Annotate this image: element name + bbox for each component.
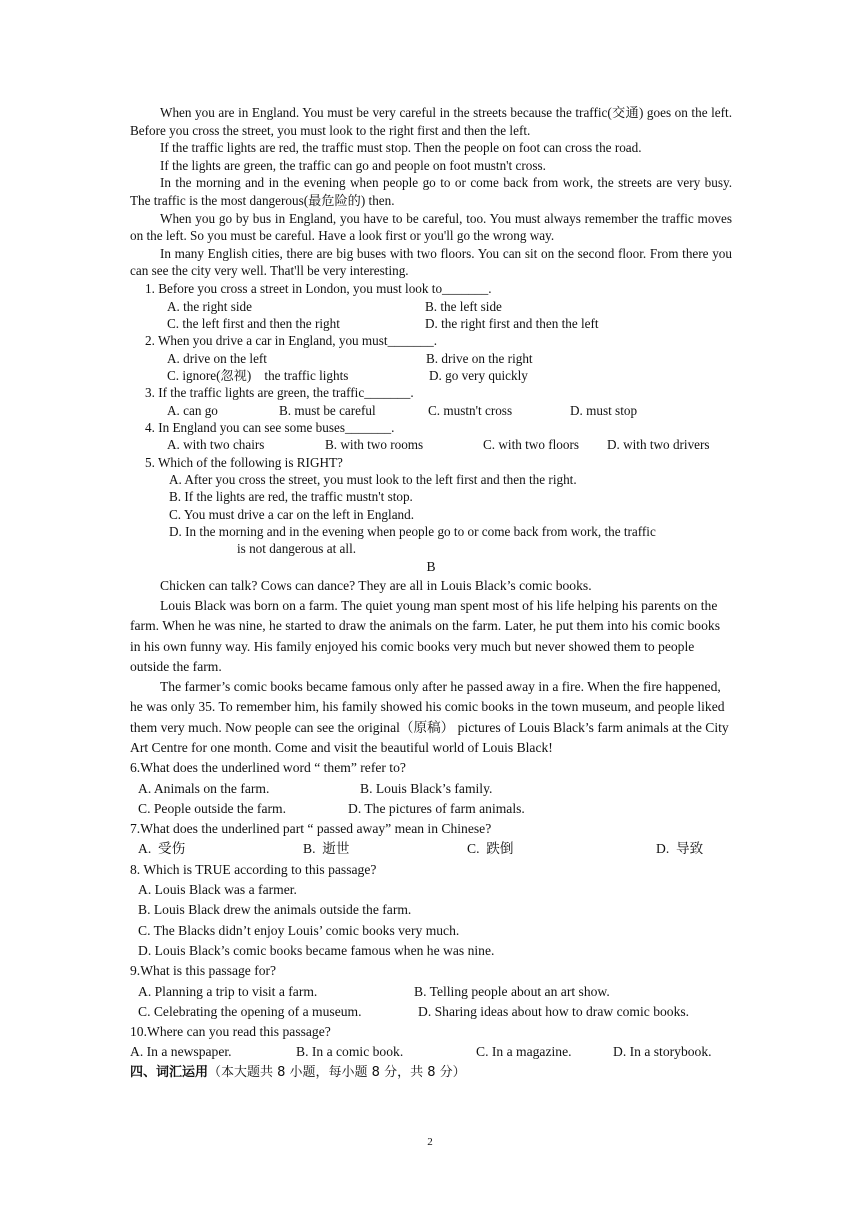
options-row xyxy=(130,315,732,332)
option-b: B. Telling people about an art show. xyxy=(414,983,610,999)
option-a: A. Planning a trip to visit a farm. xyxy=(138,983,318,999)
passage-paragraph: When you are in England. You must be very careful in the streets because the traffic(交通) goes on the left. Before you cross the street, you must look to the right first and then the left. xyxy=(130,105,732,138)
passage-paragraph: In the morning and in the evening when people go to or come back from work, the streets are very busy. The traffic is the most dangerous(最危险的) then. xyxy=(130,175,732,208)
question-stem: 2. When you drive a car in England, you must_______. xyxy=(145,332,438,348)
option-c: C. Celebrating the opening of a museum. xyxy=(138,1003,362,1019)
option-d: D. with two drivers xyxy=(607,437,710,453)
option-b: B. Louis Black drew the animals outside the farm. xyxy=(138,902,412,918)
option-d: D. the right first and then the left xyxy=(425,315,599,331)
option-c: C. In a magazine. xyxy=(476,1044,572,1060)
option-b: B. with two rooms xyxy=(325,437,424,453)
option-b: B. drive on the right xyxy=(426,350,533,366)
option-d: D. go very quickly xyxy=(429,367,528,383)
option-a: A. In a newspaper. xyxy=(130,1044,232,1060)
passage-paragraph: In many English cities, there are big buses with two floors. You can sit on the second floor. From there you can see the city very well. That'll be very interesting. xyxy=(130,245,732,279)
passage-heading: B xyxy=(426,558,436,574)
question-stem: 6.What does the underlined word “ them” refer to? xyxy=(130,760,406,776)
option-a: A. the right side xyxy=(167,298,252,314)
option-d: D. Sharing ideas about how to draw comic books. xyxy=(418,1003,690,1019)
option-d: D. Louis Black’s comic books became famous when he was nine. xyxy=(138,942,495,958)
option-b: B. In a comic book. xyxy=(296,1044,404,1060)
option-b: B. Louis Black’s family. xyxy=(360,780,493,796)
option-d-line1: D. In the morning and in the evening when people go to or come back from work, the traffic xyxy=(169,524,656,540)
page-number: 2 xyxy=(427,1136,433,1148)
section-note: （本大题共 8 小题，每小题 8 分，共 8 分） xyxy=(208,1064,466,1080)
option-a: A. Louis Black was a farmer. xyxy=(138,882,297,898)
option-d: D. The pictures of farm animals. xyxy=(348,800,525,816)
question-stem: 7.What does the underlined part “ passed away” mean in Chinese? xyxy=(130,821,492,837)
option-a: A. can go xyxy=(167,402,218,418)
passage-paragraph: The farmer’s comic books became famous only after he passed away in a fire. When the fire happened, he was only 35. To remember him, his family showed his comic books in the town museum, and people liked them very much. Now people can see the original（原稿） pictures of Louis Black’s farm animals at the City Art Centre for one month. Come and visit the beautiful world of Louis Black! xyxy=(130,679,729,755)
passage-b xyxy=(130,558,732,1083)
question-stem: 5. Which of the following is RIGHT? xyxy=(145,454,343,470)
section-heading xyxy=(130,1063,732,1083)
option-a: A. with two chairs xyxy=(167,437,265,453)
options-row xyxy=(130,839,732,859)
option-d: D. 导致 xyxy=(656,841,704,857)
passage-paragraph: If the lights are green, the traffic can go and people on foot mustn't cross. xyxy=(160,157,546,173)
question-stem: 4. In England you can see some buses_______. xyxy=(145,419,395,435)
option-a: A. Animals on the farm. xyxy=(138,780,270,796)
option-c: C. with two floors xyxy=(483,437,579,453)
option-c: C. The Blacks didn’t enjoy Louis’ comic books very much. xyxy=(138,922,460,938)
options-row xyxy=(130,799,732,819)
passage-paragraph: If the traffic lights are red, the traffic must stop. Then the people on foot can cross the road. xyxy=(160,140,642,156)
option-b: B. the left side xyxy=(425,298,502,314)
passage-paragraph: Louis Black was born on a farm. The quiet young man spent most of his life helping his parents on the farm. When he was nine, he started to draw the animals on the farm. Later, he put them into his comic books in his own funny way. His family enjoyed his comic books very much but never showed them to people outside the farm. xyxy=(130,597,720,674)
options-row xyxy=(130,1002,732,1022)
options-row xyxy=(130,367,732,384)
option-a: A. drive on the left xyxy=(167,350,267,366)
option-d: D. must stop xyxy=(570,402,638,418)
passage-paragraph: When you go by bus in England, you have to be careful, too. You must always remember the traffic moves on the left. So you must be careful. Have a look first or you'll go the wrong way. xyxy=(130,210,732,244)
options-row xyxy=(130,436,732,453)
option-d xyxy=(130,523,732,558)
options-row xyxy=(130,1042,732,1062)
option-c: C. ignore(忽视) the traffic lights xyxy=(167,367,349,383)
option-c: C. the left first and then the right xyxy=(167,315,340,331)
options-row xyxy=(130,402,732,419)
question-stem: 10.Where can you read this passage? xyxy=(130,1024,331,1040)
options-row xyxy=(130,350,732,367)
option-c: C. mustn't cross xyxy=(428,402,513,418)
section-title: 四、词汇运用 xyxy=(130,1064,209,1080)
option-b: B. must be careful xyxy=(279,402,376,418)
option-c: C. You must drive a car on the left in England. xyxy=(169,506,415,522)
options-row xyxy=(130,298,732,315)
page-content xyxy=(130,104,732,1083)
question-stem: 8. Which is TRUE according to this passage? xyxy=(130,861,377,877)
option-b: B. 逝世 xyxy=(303,841,350,857)
option-b: B. If the lights are red, the traffic mustn't stop. xyxy=(169,489,413,505)
options-row xyxy=(130,982,732,1002)
option-c: C. People outside the farm. xyxy=(138,800,286,816)
passage-paragraph: Chicken can talk? Cows can dance? They are all in Louis Black’s comic books. xyxy=(160,577,592,593)
passage-a xyxy=(130,104,732,558)
option-c: C. 跌倒 xyxy=(467,841,514,857)
question-stem: 1. Before you cross a street in London, you must look to_______. xyxy=(145,280,492,296)
question-stem: 3. If the traffic lights are green, the traffic_______. xyxy=(145,384,414,400)
question-stem: 9.What is this passage for? xyxy=(130,963,277,979)
option-a: A. After you cross the street, you must look to the left first and then the right. xyxy=(169,472,577,488)
options-row xyxy=(130,779,732,799)
option-a: A. 受伤 xyxy=(138,841,186,857)
option-d-line2: is not dangerous at all. xyxy=(237,541,357,557)
option-d: D. In a storybook. xyxy=(613,1044,712,1060)
